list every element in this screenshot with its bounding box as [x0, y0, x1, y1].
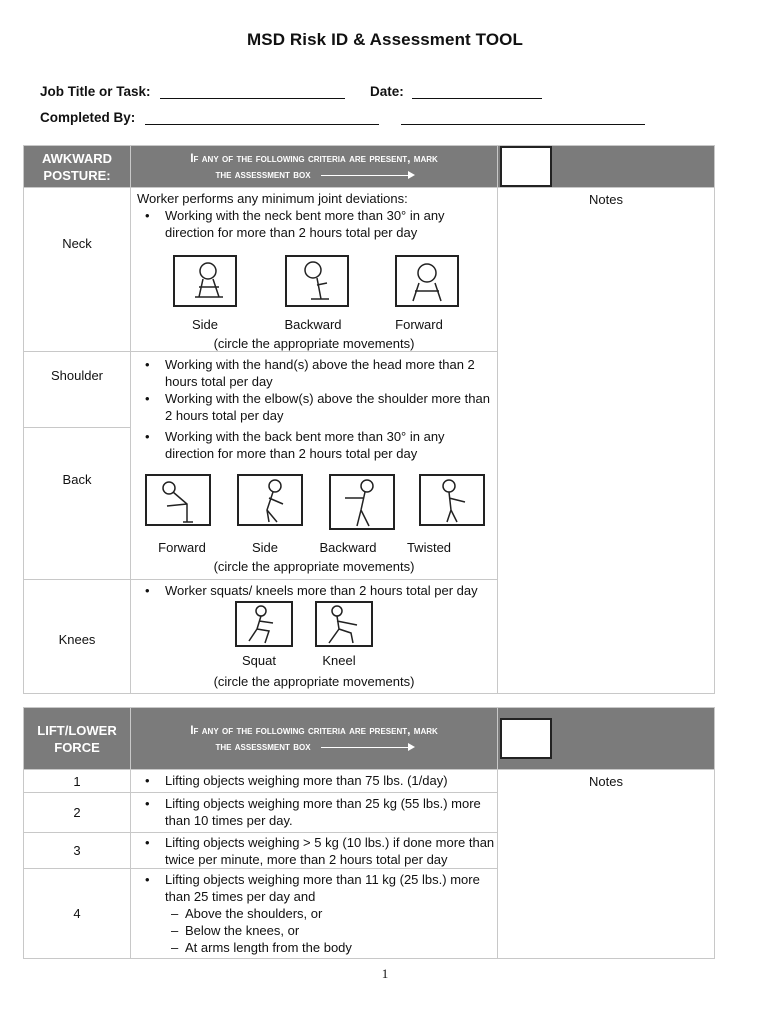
job-title-label: Job Title or Task: — [40, 84, 151, 99]
lift-row-2-text: • Lifting objects weighing more than 25 kg (55 lbs.) more than 10 times per day. — [165, 795, 491, 829]
lift-row-3-text: • Lifting objects weighing > 5 kg (10 lbs.) if done more than twice per minute, more than 2 hours total per day — [165, 834, 497, 868]
lift-row-1-text: • Lifting objects weighing more than 75 lbs. (1/day) — [165, 772, 491, 789]
posture-assessment-cell — [498, 146, 715, 188]
neck-caption-backward: Backward — [284, 317, 342, 332]
lift-row-4-number: 4 — [24, 869, 131, 959]
back-caption-side: Side — [251, 539, 279, 555]
back-bullet: • Working with the back bent more than 30° in any direction for more than 2 hours total per day — [165, 428, 491, 462]
page-title: MSD Risk ID & Assessment TOOL — [247, 30, 523, 49]
lift-notes[interactable]: Notes — [498, 770, 715, 959]
neck-side-image — [173, 255, 237, 307]
completed-by-label: Completed By: — [40, 110, 136, 125]
page-number: 1 — [381, 966, 389, 981]
posture-header-line2: POSTURE: — [43, 167, 111, 183]
lift-table — [23, 707, 715, 959]
neck-backward-image — [285, 255, 349, 307]
completed-by-field — [40, 110, 645, 125]
back-caption-backward: Backward — [319, 539, 377, 555]
back-instruction: (circle the appropriate movements) — [213, 558, 415, 574]
date-input[interactable] — [412, 84, 542, 99]
posture-criteria-line2: the assessment box — [215, 167, 311, 181]
lift-criteria-line1: If any of the following criteria are present, mark — [190, 723, 438, 737]
job-title-input[interactable] — [160, 84, 345, 99]
lift-header-line1: LIFT/LOWER — [37, 722, 117, 738]
posture-assessment-box[interactable] — [502, 148, 550, 185]
neck-instruction: (circle the appropriate movements) — [213, 336, 415, 351]
knees-kneel-image — [315, 601, 373, 647]
knees-bullet: • Worker squats/ kneels more than 2 hours total per day — [165, 582, 491, 599]
lift-row-3-number: 3 — [24, 833, 131, 869]
posture-header-line1: AWKWARD — [41, 150, 113, 166]
lift-assessment-cell — [498, 708, 715, 770]
date-label: Date: — [370, 84, 404, 99]
knees-label: Knees — [24, 580, 131, 694]
shoulder-label: Shoulder — [24, 352, 131, 428]
lift-row-4 — [131, 869, 498, 959]
completed-by-input-2[interactable] — [401, 110, 645, 125]
back-forward-image — [145, 474, 211, 526]
neck-intro: Worker performs any minimum joint deviations: — [137, 191, 408, 206]
back-twisted-image — [419, 474, 485, 526]
back-side-image — [237, 474, 303, 526]
posture-notes[interactable]: Notes — [498, 188, 715, 694]
lift-row-4-sub-2: – Below the knees, or — [185, 922, 491, 939]
knees-criteria — [131, 580, 498, 694]
lift-row-1 — [131, 770, 498, 793]
neck-criteria — [131, 188, 498, 352]
lift-header — [24, 708, 131, 770]
arrow-right-icon — [321, 175, 413, 176]
knees-squat-image — [235, 601, 293, 647]
back-criteria — [131, 428, 498, 580]
lift-row-4-main: Lifting objects weighing more than 11 kg (25 lbs.) more than 25 times per day and — [165, 872, 480, 904]
lift-row-4-sub-1: – Above the shoulders, or — [185, 905, 491, 922]
lift-header-line2: FORCE — [54, 739, 100, 755]
arrow-right-icon — [321, 747, 413, 748]
lift-assessment-box[interactable] — [502, 720, 550, 757]
neck-caption-forward: Forward — [395, 317, 443, 332]
shoulder-criteria — [131, 352, 498, 428]
lift-row-2 — [131, 793, 498, 833]
lift-row-3 — [131, 833, 498, 869]
knees-instruction: (circle the appropriate movements) — [213, 674, 415, 689]
job-title-field — [40, 84, 345, 99]
lift-criteria — [131, 708, 498, 770]
neck-label: Neck — [24, 188, 131, 352]
back-backward-image — [329, 474, 395, 530]
neck-caption-side: Side — [191, 317, 219, 332]
lift-row-4-sub-3: – At arms length from the body — [185, 939, 491, 956]
posture-criteria-line1: If any of the following criteria are present, mark — [190, 151, 438, 165]
neck-bullet: • Working with the neck bent more than 30° in any direction for more than 2 hours total per day — [165, 207, 491, 241]
completed-by-input[interactable] — [145, 110, 379, 125]
posture-header — [24, 146, 131, 188]
shoulder-bullet-2: • Working with the elbow(s) above the shoulder more than 2 hours total per day — [165, 390, 491, 424]
back-caption-forward: Forward — [158, 539, 206, 555]
lift-row-2-number: 2 — [24, 793, 131, 833]
back-label: Back — [24, 428, 131, 580]
knees-caption-kneel: Kneel — [322, 653, 356, 668]
lift-criteria-line2: the assessment box — [215, 739, 311, 753]
date-field — [370, 84, 542, 99]
shoulder-bullet-1: • Working with the hand(s) above the head more than 2 hours total per day — [165, 356, 491, 390]
neck-forward-image — [395, 255, 459, 307]
posture-table — [23, 145, 715, 694]
lift-row-4-text — [165, 871, 491, 956]
knees-caption-squat: Squat — [242, 653, 276, 668]
posture-criteria — [131, 146, 498, 188]
lift-row-1-number: 1 — [24, 770, 131, 793]
back-caption-twisted: Twisted — [406, 539, 452, 555]
